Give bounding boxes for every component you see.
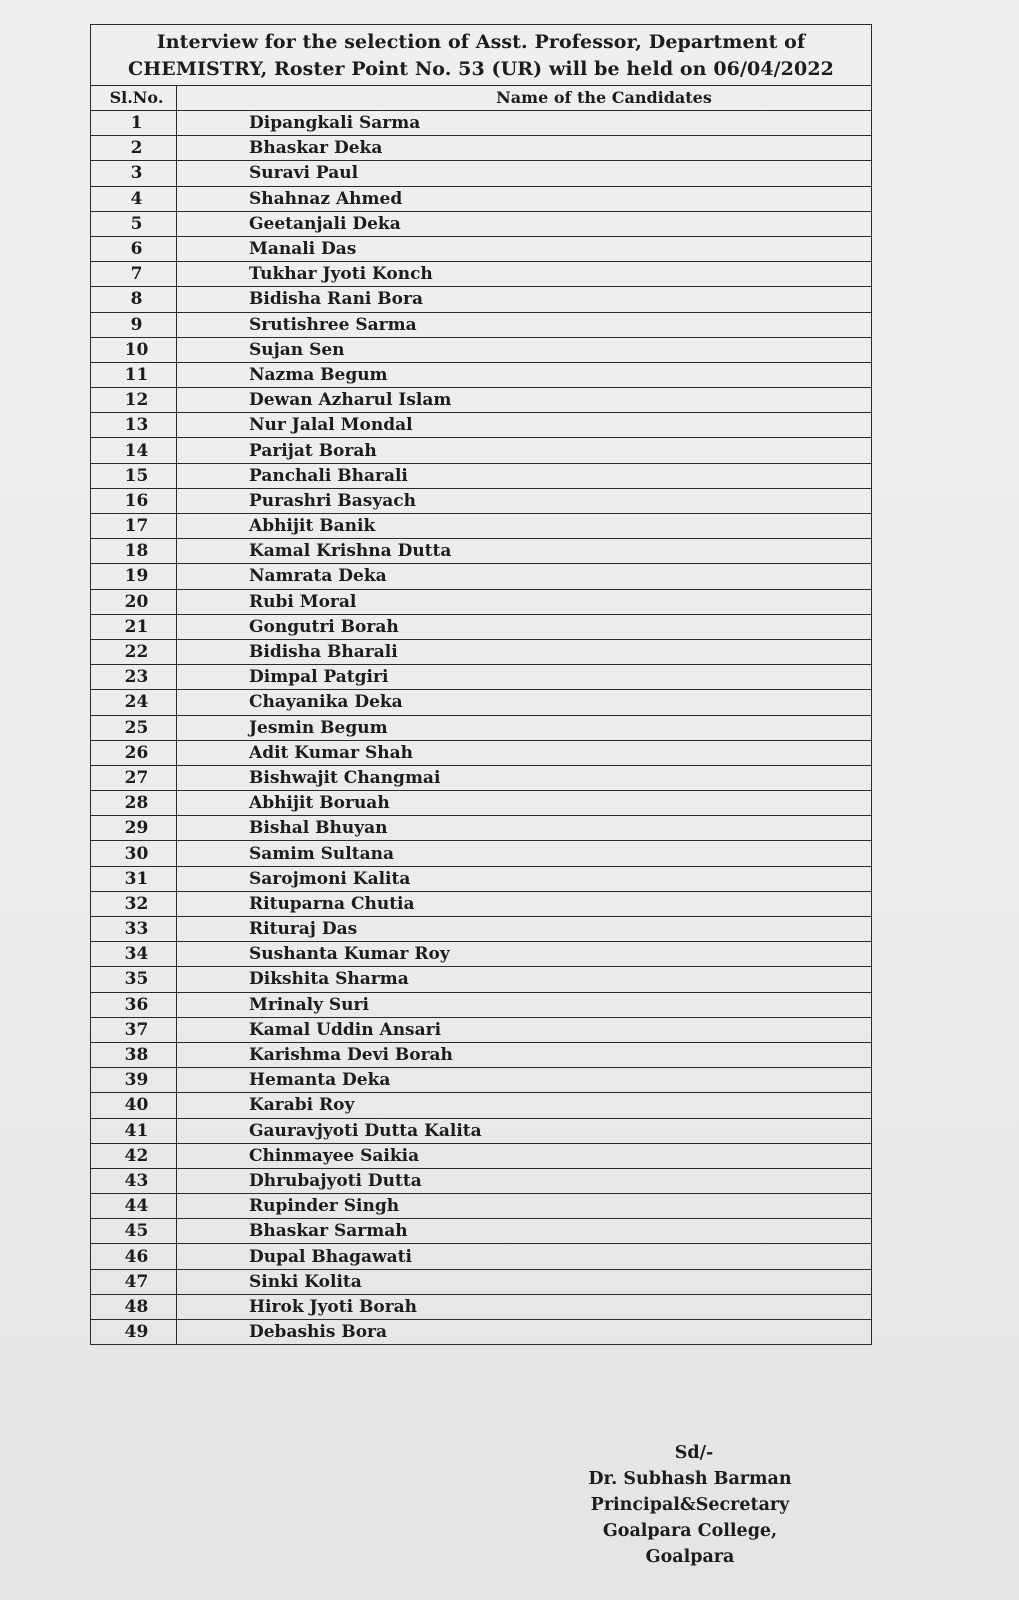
serial-number-cell: 8 xyxy=(91,287,177,312)
serial-number-cell: 12 xyxy=(91,388,177,413)
candidate-name-cell: Karishma Devi Borah xyxy=(177,1042,872,1067)
serial-number-cell: 37 xyxy=(91,1017,177,1042)
candidate-name-cell: Dewan Azharul Islam xyxy=(177,388,872,413)
candidate-name-cell: Manali Das xyxy=(177,236,872,261)
candidate-name-cell: Kamal Uddin Ansari xyxy=(177,1017,872,1042)
candidate-name-cell: Jesmin Begum xyxy=(177,715,872,740)
table-row xyxy=(91,816,872,841)
table-row xyxy=(91,1068,872,1093)
serial-number-cell: 16 xyxy=(91,488,177,513)
serial-number-cell: 42 xyxy=(91,1143,177,1168)
table-row xyxy=(91,665,872,690)
candidate-name-cell: Dhrubajyoti Dutta xyxy=(177,1168,872,1193)
table-row xyxy=(91,690,872,715)
serial-number-cell: 21 xyxy=(91,614,177,639)
candidate-name-cell: Hirok Jyoti Borah xyxy=(177,1294,872,1319)
candidate-name-cell: Bhaskar Deka xyxy=(177,136,872,161)
serial-number-cell: 17 xyxy=(91,514,177,539)
table-row xyxy=(91,413,872,438)
table-row xyxy=(91,438,872,463)
serial-number-cell: 13 xyxy=(91,413,177,438)
candidate-name-cell: Panchali Bharali xyxy=(177,463,872,488)
serial-number-cell: 32 xyxy=(91,891,177,916)
table-row xyxy=(91,791,872,816)
serial-number-cell: 41 xyxy=(91,1118,177,1143)
candidate-name-cell: Parijat Borah xyxy=(177,438,872,463)
candidate-name-cell: Rituparna Chutia xyxy=(177,891,872,916)
serial-number-header: Sl.No. xyxy=(91,86,177,111)
candidate-name-cell: Adit Kumar Shah xyxy=(177,740,872,765)
candidate-name-cell: Suravi Paul xyxy=(177,161,872,186)
serial-number-cell: 38 xyxy=(91,1042,177,1067)
serial-number-cell: 20 xyxy=(91,589,177,614)
table-row xyxy=(91,1269,872,1294)
table-row xyxy=(91,1042,872,1067)
serial-number-cell: 36 xyxy=(91,992,177,1017)
candidate-name-cell: Bishal Bhuyan xyxy=(177,816,872,841)
signatory-designation: Principal&Secretary xyxy=(590,1495,790,1515)
candidate-name-cell: Srutishree Sarma xyxy=(177,312,872,337)
table-row xyxy=(91,463,872,488)
serial-number-cell: 23 xyxy=(91,665,177,690)
table-row xyxy=(91,287,872,312)
candidate-name-cell: Chayanika Deka xyxy=(177,690,872,715)
table-row xyxy=(91,891,872,916)
candidate-name-cell: Sushanta Kumar Roy xyxy=(177,942,872,967)
candidate-name-cell: Samim Sultana xyxy=(177,841,872,866)
signatory-name: Dr. Subhash Barman xyxy=(588,1469,792,1489)
candidate-name-cell: Rituraj Das xyxy=(177,917,872,942)
serial-number-cell: 29 xyxy=(91,816,177,841)
table-row xyxy=(91,1219,872,1244)
table-row xyxy=(91,111,872,136)
candidate-name-cell: Geetanjali Deka xyxy=(177,211,872,236)
candidate-name-cell: Rupinder Singh xyxy=(177,1194,872,1219)
serial-number-cell: 18 xyxy=(91,539,177,564)
serial-number-cell: 43 xyxy=(91,1168,177,1193)
table-row xyxy=(91,841,872,866)
candidate-name-cell: Dipangkali Sarma xyxy=(177,111,872,136)
candidate-name-header: Name of the Candidates xyxy=(177,86,872,111)
table-row xyxy=(91,186,872,211)
candidate-name-cell: Rubi Moral xyxy=(177,589,872,614)
table-row xyxy=(91,388,872,413)
table-row xyxy=(91,211,872,236)
table-row xyxy=(91,917,872,942)
table-row xyxy=(91,715,872,740)
table-row xyxy=(91,564,872,589)
serial-number-cell: 30 xyxy=(91,841,177,866)
table-row xyxy=(91,161,872,186)
table-row xyxy=(91,639,872,664)
table-row xyxy=(91,262,872,287)
serial-number-cell: 28 xyxy=(91,791,177,816)
table-row xyxy=(91,136,872,161)
candidate-name-cell: Nur Jalal Mondal xyxy=(177,413,872,438)
serial-number-cell: 11 xyxy=(91,362,177,387)
candidate-name-cell: Chinmayee Saikia xyxy=(177,1143,872,1168)
serial-number-cell: 34 xyxy=(91,942,177,967)
table-row xyxy=(91,1017,872,1042)
serial-number-cell: 45 xyxy=(91,1219,177,1244)
candidates-table xyxy=(90,85,872,1345)
candidate-name-cell: Bidisha Bharali xyxy=(177,639,872,664)
table-row xyxy=(91,589,872,614)
serial-number-cell: 10 xyxy=(91,337,177,362)
serial-number-cell: 33 xyxy=(91,917,177,942)
table-row xyxy=(91,866,872,891)
table-row xyxy=(91,1118,872,1143)
candidate-name-cell: Hemanta Deka xyxy=(177,1068,872,1093)
candidate-name-cell: Karabi Roy xyxy=(177,1093,872,1118)
table-row xyxy=(91,312,872,337)
notice-heading xyxy=(90,24,872,85)
table-row xyxy=(91,1294,872,1319)
table-row xyxy=(91,1244,872,1269)
serial-number-cell: 44 xyxy=(91,1194,177,1219)
serial-number-cell: 15 xyxy=(91,463,177,488)
table-row xyxy=(91,1194,872,1219)
table-row xyxy=(91,614,872,639)
table-row xyxy=(91,1143,872,1168)
serial-number-cell: 2 xyxy=(91,136,177,161)
serial-number-cell: 24 xyxy=(91,690,177,715)
serial-number-cell: 39 xyxy=(91,1068,177,1093)
serial-number-cell: 7 xyxy=(91,262,177,287)
candidate-name-cell: Purashri Basyach xyxy=(177,488,872,513)
serial-number-cell: 26 xyxy=(91,740,177,765)
table-row xyxy=(91,539,872,564)
table-row xyxy=(91,1168,872,1193)
serial-number-cell: 31 xyxy=(91,866,177,891)
candidate-name-cell: Debashis Bora xyxy=(177,1320,872,1345)
signature-sd: Sd/- xyxy=(674,1443,714,1463)
candidate-name-cell: Gongutri Borah xyxy=(177,614,872,639)
candidate-name-cell: Dupal Bhagawati xyxy=(177,1244,872,1269)
table-row xyxy=(91,1093,872,1118)
candidate-name-cell: Tukhar Jyoti Konch xyxy=(177,262,872,287)
table-header-row xyxy=(91,86,872,111)
serial-number-cell: 48 xyxy=(91,1294,177,1319)
serial-number-cell: 47 xyxy=(91,1269,177,1294)
serial-number-cell: 49 xyxy=(91,1320,177,1345)
serial-number-cell: 6 xyxy=(91,236,177,261)
table-row xyxy=(91,1320,872,1345)
candidate-name-cell: Shahnaz Ahmed xyxy=(177,186,872,211)
candidate-name-cell: Dikshita Sharma xyxy=(177,967,872,992)
signatory-institution: Goalpara College, Goalpara xyxy=(602,1521,778,1567)
candidate-name-cell: Kamal Krishna Dutta xyxy=(177,539,872,564)
table-row xyxy=(91,337,872,362)
signature-block xyxy=(560,1440,820,1570)
table-row xyxy=(91,765,872,790)
serial-number-cell: 1 xyxy=(91,111,177,136)
candidate-name-cell: Abhijit Boruah xyxy=(177,791,872,816)
candidate-name-cell: Sujan Sen xyxy=(177,337,872,362)
candidate-name-cell: Bidisha Rani Bora xyxy=(177,287,872,312)
serial-number-cell: 35 xyxy=(91,967,177,992)
candidate-name-cell: Sinki Kolita xyxy=(177,1269,872,1294)
serial-number-cell: 19 xyxy=(91,564,177,589)
candidate-name-cell: Bishwajit Changmai xyxy=(177,765,872,790)
candidate-name-cell: Nazma Begum xyxy=(177,362,872,387)
table-row xyxy=(91,514,872,539)
candidate-name-cell: Dimpal Patgiri xyxy=(177,665,872,690)
serial-number-cell: 14 xyxy=(91,438,177,463)
candidate-name-cell: Gauravjyoti Dutta Kalita xyxy=(177,1118,872,1143)
serial-number-cell: 25 xyxy=(91,715,177,740)
serial-number-cell: 22 xyxy=(91,639,177,664)
table-row xyxy=(91,992,872,1017)
serial-number-cell: 3 xyxy=(91,161,177,186)
table-row xyxy=(91,942,872,967)
candidate-name-cell: Namrata Deka xyxy=(177,564,872,589)
table-row xyxy=(91,967,872,992)
candidate-list-sheet xyxy=(90,24,872,1345)
serial-number-cell: 9 xyxy=(91,312,177,337)
serial-number-cell: 40 xyxy=(91,1093,177,1118)
candidate-name-cell: Abhijit Banik xyxy=(177,514,872,539)
heading-line-2: CHEMISTRY, Roster Point No. 53 (UR) will be held on 06/04/2022 xyxy=(128,58,834,80)
candidate-name-cell: Bhaskar Sarmah xyxy=(177,1219,872,1244)
table-row xyxy=(91,236,872,261)
candidate-name-cell: Sarojmoni Kalita xyxy=(177,866,872,891)
candidate-name-cell: Mrinaly Suri xyxy=(177,992,872,1017)
table-row xyxy=(91,362,872,387)
table-row xyxy=(91,488,872,513)
serial-number-cell: 4 xyxy=(91,186,177,211)
serial-number-cell: 5 xyxy=(91,211,177,236)
heading-line-1: Interview for the selection of Asst. Professor, Department of xyxy=(156,31,806,53)
serial-number-cell: 27 xyxy=(91,765,177,790)
table-row xyxy=(91,740,872,765)
serial-number-cell: 46 xyxy=(91,1244,177,1269)
